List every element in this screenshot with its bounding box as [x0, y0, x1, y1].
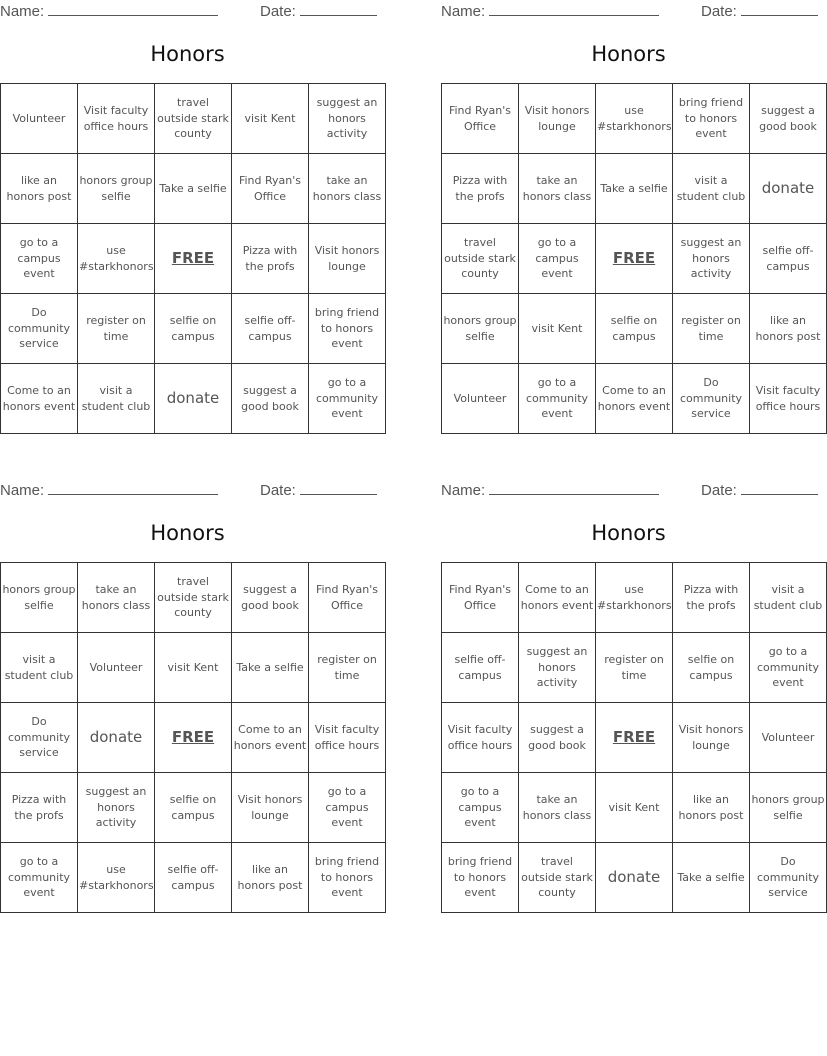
bingo-square: go to a community event	[1, 843, 78, 913]
bingo-row	[1, 773, 386, 843]
bingo-square: go to a community event	[519, 364, 596, 434]
bingo-square: Come to an honors event	[519, 563, 596, 633]
date-label: Date:	[701, 3, 737, 20]
bingo-square: use #starkhonors	[78, 843, 155, 913]
bingo-square: selfie off-campus	[442, 633, 519, 703]
bingo-square: visit Kent	[155, 633, 232, 703]
bingo-square: Take a selfie	[232, 633, 309, 703]
bingo-grid	[0, 83, 386, 434]
bingo-square: selfie off-campus	[155, 843, 232, 913]
bingo-square: Visit honors lounge	[673, 703, 750, 773]
bingo-row	[442, 633, 827, 703]
bingo-card	[0, 479, 380, 919]
name-label: Name:	[441, 482, 486, 499]
bingo-square: take an honors class	[519, 154, 596, 224]
bingo-square: travel outside stark county	[442, 224, 519, 294]
bingo-row	[1, 154, 386, 224]
bingo-row	[1, 364, 386, 434]
bingo-square: selfie off-campus	[750, 224, 827, 294]
bingo-square: Take a selfie	[673, 843, 750, 913]
bingo-square: go to a community event	[309, 364, 386, 434]
card-title: Honors	[150, 42, 225, 66]
bingo-square: Volunteer	[1, 84, 78, 154]
bingo-square: Come to an honors event	[596, 364, 673, 434]
name-field	[0, 481, 218, 499]
bingo-grid	[0, 562, 386, 913]
bingo-row	[1, 563, 386, 633]
bingo-square: bring friend to honors event	[442, 843, 519, 913]
bingo-square: Visit honors lounge	[232, 773, 309, 843]
bingo-square: suggest a good book	[232, 364, 309, 434]
bingo-square: Volunteer	[78, 633, 155, 703]
bingo-row	[442, 154, 827, 224]
card-header	[441, 481, 816, 499]
bingo-square: bring friend to honors event	[309, 294, 386, 364]
bingo-square: honors group selfie	[78, 154, 155, 224]
bingo-row	[1, 633, 386, 703]
bingo-square: like an honors post	[750, 294, 827, 364]
bingo-square: Volunteer	[442, 364, 519, 434]
bingo-row	[442, 703, 827, 773]
bingo-square: suggest an honors activity	[673, 224, 750, 294]
bingo-square: take an honors class	[309, 154, 386, 224]
bingo-square: register on time	[596, 633, 673, 703]
bingo-square: donate	[750, 154, 827, 224]
bingo-square: Find Ryan's Office	[309, 563, 386, 633]
bingo-row	[1, 224, 386, 294]
bingo-square: Take a selfie	[596, 154, 673, 224]
bingo-square: travel outside stark county	[519, 843, 596, 913]
bingo-square: Visit faculty office hours	[750, 364, 827, 434]
free-space: FREE	[596, 224, 673, 294]
bingo-square: donate	[78, 703, 155, 773]
bingo-grid	[441, 83, 827, 434]
bingo-square: visit a student club	[78, 364, 155, 434]
date-blank-line	[300, 2, 377, 16]
bingo-square: Do community service	[750, 843, 827, 913]
card-title: Honors	[591, 42, 666, 66]
name-blank-line	[489, 481, 659, 495]
bingo-square: suggest a good book	[750, 84, 827, 154]
bingo-square: suggest an honors activity	[78, 773, 155, 843]
bingo-square: Do community service	[1, 703, 78, 773]
bingo-square: Take a selfie	[155, 154, 232, 224]
card-header	[0, 2, 375, 20]
name-blank-line	[48, 481, 218, 495]
date-label: Date:	[260, 482, 296, 499]
bingo-grid	[441, 562, 827, 913]
bingo-square: donate	[155, 364, 232, 434]
bingo-square: travel outside stark county	[155, 563, 232, 633]
card-header	[0, 481, 375, 499]
bingo-square: register on time	[309, 633, 386, 703]
bingo-square: Find Ryan's Office	[442, 84, 519, 154]
bingo-square: visit Kent	[519, 294, 596, 364]
card-title: Honors	[150, 521, 225, 545]
bingo-square: Volunteer	[750, 703, 827, 773]
bingo-square: Visit faculty office hours	[309, 703, 386, 773]
name-field	[441, 2, 659, 20]
bingo-square: go to a campus event	[1, 224, 78, 294]
bingo-square: Come to an honors event	[1, 364, 78, 434]
name-label: Name:	[0, 3, 45, 20]
bingo-square: register on time	[78, 294, 155, 364]
bingo-square: selfie on campus	[673, 633, 750, 703]
bingo-square: visit Kent	[232, 84, 309, 154]
bingo-square: travel outside stark county	[155, 84, 232, 154]
bingo-square: visit Kent	[596, 773, 673, 843]
bingo-row	[442, 843, 827, 913]
bingo-square: donate	[596, 843, 673, 913]
bingo-square: like an honors post	[1, 154, 78, 224]
name-label: Name:	[441, 3, 486, 20]
bingo-row	[1, 703, 386, 773]
bingo-square: go to a campus event	[442, 773, 519, 843]
bingo-card	[441, 479, 825, 919]
bingo-square: take an honors class	[519, 773, 596, 843]
bingo-square: go to a community event	[750, 633, 827, 703]
bingo-square: suggest an honors activity	[309, 84, 386, 154]
bingo-square: use #starkhonors	[78, 224, 155, 294]
name-field	[0, 2, 218, 20]
bingo-row	[442, 773, 827, 843]
bingo-square: Visit honors lounge	[309, 224, 386, 294]
date-blank-line	[300, 481, 377, 495]
date-label: Date:	[260, 3, 296, 20]
bingo-row	[442, 563, 827, 633]
bingo-square: Pizza with the profs	[1, 773, 78, 843]
date-field	[260, 481, 377, 499]
date-blank-line	[741, 2, 818, 16]
card-title: Honors	[591, 521, 666, 545]
bingo-square: Pizza with the profs	[442, 154, 519, 224]
bingo-square: use #starkhonors	[596, 84, 673, 154]
bingo-square: use #starkhonors	[596, 563, 673, 633]
bingo-square: Find Ryan's Office	[442, 563, 519, 633]
bingo-row	[1, 294, 386, 364]
free-space: FREE	[155, 224, 232, 294]
date-blank-line	[741, 481, 818, 495]
bingo-square: bring friend to honors event	[673, 84, 750, 154]
bingo-square: selfie on campus	[155, 773, 232, 843]
date-field	[701, 2, 818, 20]
bingo-square: go to a campus event	[519, 224, 596, 294]
bingo-row	[442, 364, 827, 434]
bingo-square: visit a student club	[1, 633, 78, 703]
bingo-square: Do community service	[1, 294, 78, 364]
bingo-square: like an honors post	[232, 843, 309, 913]
bingo-square: honors group selfie	[750, 773, 827, 843]
bingo-square: Do community service	[673, 364, 750, 434]
bingo-row	[442, 224, 827, 294]
bingo-square: register on time	[673, 294, 750, 364]
bingo-square: bring friend to honors event	[309, 843, 386, 913]
name-blank-line	[48, 2, 218, 16]
bingo-square: suggest a good book	[232, 563, 309, 633]
bingo-square: honors group selfie	[1, 563, 78, 633]
bingo-row	[442, 84, 827, 154]
bingo-square: selfie on campus	[596, 294, 673, 364]
bingo-square: Pizza with the profs	[673, 563, 750, 633]
bingo-card	[0, 0, 382, 440]
bingo-square: go to a campus event	[309, 773, 386, 843]
bingo-row	[442, 294, 827, 364]
date-label: Date:	[701, 482, 737, 499]
bingo-square: Visit faculty office hours	[442, 703, 519, 773]
bingo-square: visit a student club	[750, 563, 827, 633]
bingo-square: visit a student club	[673, 154, 750, 224]
bingo-square: suggest an honors activity	[519, 633, 596, 703]
bingo-square: Find Ryan's Office	[232, 154, 309, 224]
bingo-square: selfie on campus	[155, 294, 232, 364]
name-field	[441, 481, 659, 499]
date-field	[260, 2, 377, 20]
bingo-square: Visit honors lounge	[519, 84, 596, 154]
bingo-square: Visit faculty office hours	[78, 84, 155, 154]
bingo-square: honors group selfie	[442, 294, 519, 364]
bingo-square: like an honors post	[673, 773, 750, 843]
free-space: FREE	[155, 703, 232, 773]
date-field	[701, 481, 818, 499]
bingo-row	[1, 84, 386, 154]
name-blank-line	[489, 2, 659, 16]
free-space: FREE	[596, 703, 673, 773]
bingo-square: take an honors class	[78, 563, 155, 633]
bingo-card	[441, 0, 821, 440]
name-label: Name:	[0, 482, 45, 499]
card-header	[441, 2, 816, 20]
bingo-square: selfie off-campus	[232, 294, 309, 364]
bingo-square: suggest a good book	[519, 703, 596, 773]
bingo-square: Come to an honors event	[232, 703, 309, 773]
bingo-square: Pizza with the profs	[232, 224, 309, 294]
bingo-row	[1, 843, 386, 913]
